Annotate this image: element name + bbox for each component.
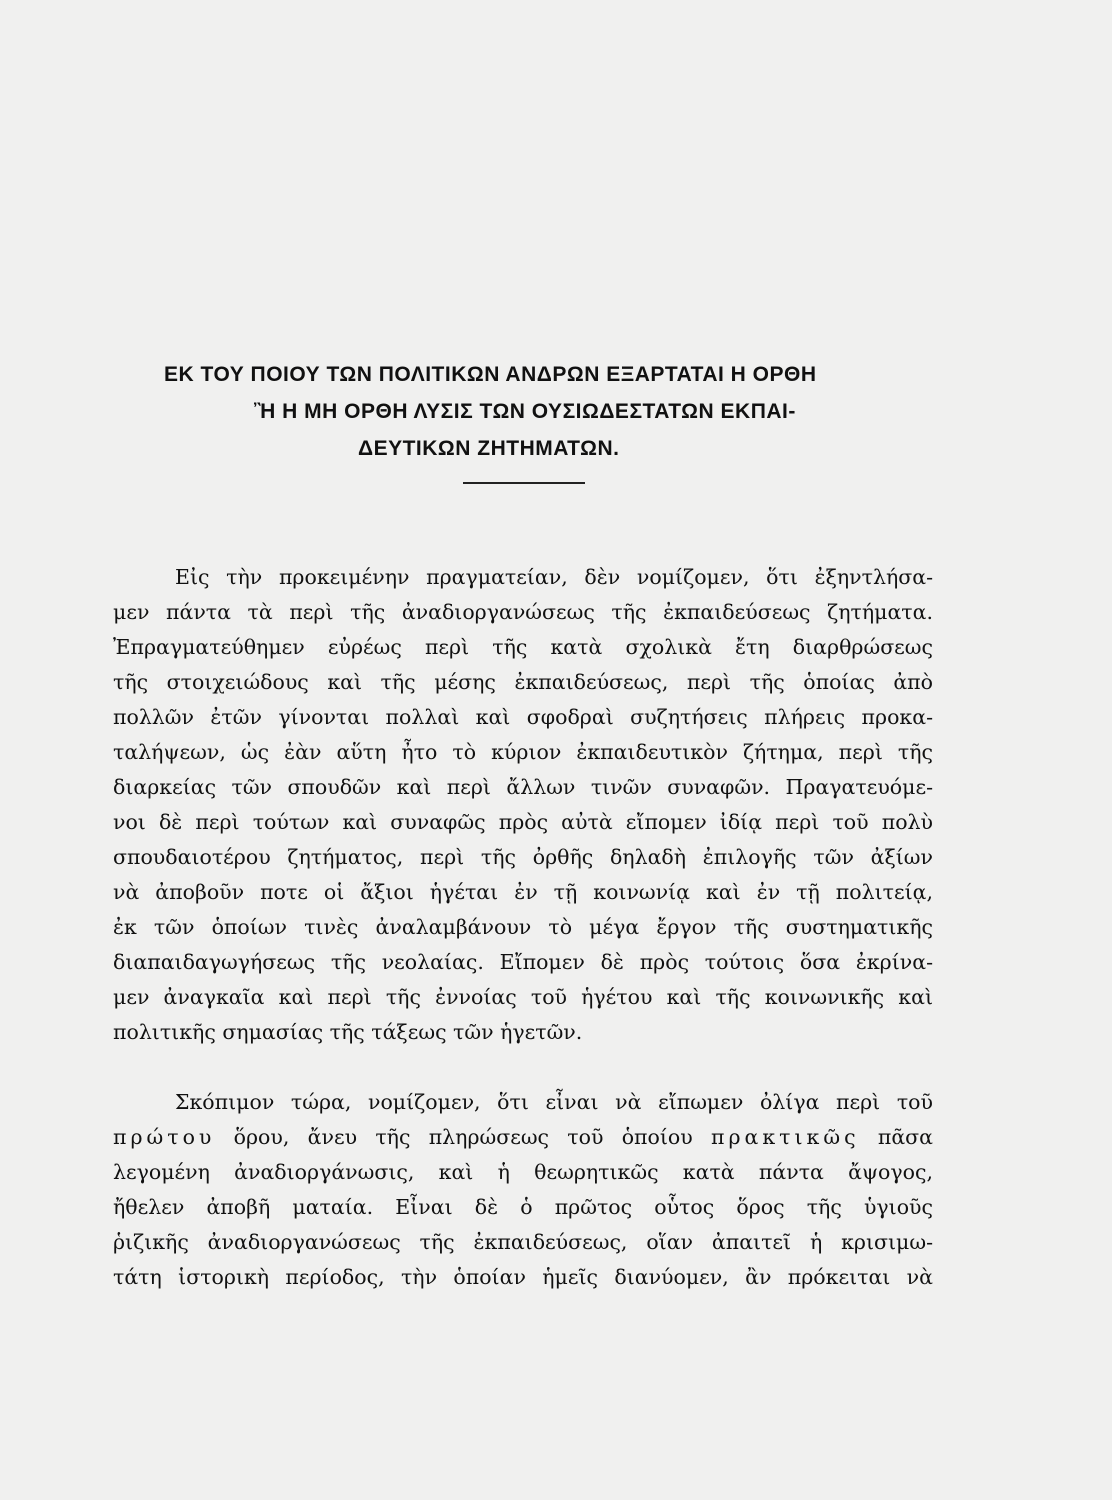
text-line: σπουδαιοτέρου ζητήματος, περὶ τῆς ὀρθῆς δηλαδὴ ἐπιλογῆς τῶν ἀξίων xyxy=(113,845,933,869)
text-line: ῥιζικῆς ἀναδιοργανώσεως τῆς ἐκπαιδεύσεως, οἵαν ἀπαιτεῖ ἡ κρισιμω- xyxy=(113,1230,933,1254)
text-line: νὰ ἀποβοῦν ποτε οἱ ἄξιοι ἡγέται ἐν τῇ κοινωνίᾳ καὶ ἐν τῇ πολιτείᾳ, xyxy=(113,880,933,904)
text-line xyxy=(113,1120,933,1155)
paragraph-1 xyxy=(113,560,933,1050)
body-text xyxy=(113,560,933,1295)
heading-line-1: ΕΚ ΤΟΥ ΠΟΙΟΥ ΤΩΝ ΠΟΛΙΤΙΚΩΝ ΑΝΔΡΩΝ ΕΞΑΡΤΑΤΑΙ Η ΟΡΘΗ xyxy=(164,363,817,386)
text-line: διαπαιδαγωγήσεως τῆς νεολαίας. Εἴπομεν δὲ πρὸς τούτοις ὅσα ἐκρίνα- xyxy=(113,950,933,974)
text-line: Εἰς τὴν προκειμένην πραγματείαν, δὲν νομίζομεν, ὅτι ἐξηντλήσα- xyxy=(175,565,933,589)
text-line: νοι δὲ περὶ τούτων καὶ συναφῶς πρὸς αὐτὰ εἴπομεν ἰδίᾳ περὶ τοῦ πολὺ xyxy=(113,810,933,834)
text-segment: ὅρου, ἄνευ τῆς πληρώσεως τοῦ ὁποίου xyxy=(215,1125,711,1149)
text-line: ἐκ τῶν ὁποίων τινὲς ἀναλαμβάνουν τὸ μέγα ἔργον τῆς συστηματικῆς xyxy=(113,915,933,939)
text-line: τάτη ἱστορικὴ περίοδος, τὴν ὁποίαν ἡμεῖς διανύομεν, ἂν πρόκειται νὰ xyxy=(113,1265,933,1289)
spaced-word: πρώτου xyxy=(113,1125,216,1149)
text-line: ἤθελεν ἀποβῆ ματαία. Εἶναι δὲ ὁ πρῶτος οὗτος ὅρος τῆς ὑγιοῦς xyxy=(113,1195,933,1219)
heading-divider xyxy=(463,482,585,484)
text-line: τῆς στοιχειώδους καὶ τῆς μέσης ἐκπαιδεύσεως, περὶ τῆς ὁποίας ἀπὸ xyxy=(113,670,933,694)
paragraph-2 xyxy=(113,1085,933,1295)
text-line: Σκόπιμον τώρα, νομίζομεν, ὅτι εἶναι νὰ εἴπωμεν ὀλίγα περὶ τοῦ xyxy=(175,1090,933,1114)
text-line: μεν πάντα τὰ περὶ τῆς ἀναδιοργανώσεως τῆς ἐκπαιδεύσεως ζητήματα. xyxy=(113,600,933,624)
text-line: πολλῶν ἐτῶν γίνονται πολλαὶ καὶ σφοδραὶ συζητήσεις πλήρεις προκα- xyxy=(113,705,933,729)
text-line: ταλήψεων, ὡς ἐὰν αὕτη ἦτο τὸ κύριον ἐκπαιδευτικὸν ζήτημα, περὶ τῆς xyxy=(113,740,933,764)
text-line: πολιτικῆς σημασίας τῆς τάξεως τῶν ἡγετῶν. xyxy=(113,1020,583,1044)
heading-line-3: ΔΕΥΤΙΚΩΝ ΖΗΤΗΜΑΤΩΝ. xyxy=(358,437,620,460)
chapter-heading xyxy=(150,356,900,467)
heading-line-2: Ἢ Η ΜΗ ΟΡΘΗ ΛΥΣΙΣ ΤΩΝ ΟΥΣΙΩΔΕΣΤΑΤΩΝ ΕΚΠΑΙ- xyxy=(254,400,796,423)
spaced-word: πρακτικῶς xyxy=(711,1125,860,1149)
text-line: Ἐπραγματεύθημεν εὐρέως περὶ τῆς κατὰ σχολικὰ ἔτη διαρθρώσεως xyxy=(113,635,933,659)
paragraph-gap xyxy=(113,1050,933,1085)
text-segment: πᾶσα xyxy=(859,1125,933,1149)
text-line: διαρκείας τῶν σπουδῶν καὶ περὶ ἄλλων τινῶν συναφῶν. Πραγατευόμε- xyxy=(113,775,933,799)
text-line: μεν ἀναγκαῖα καὶ περὶ τῆς ἐννοίας τοῦ ἡγέτου καὶ τῆς κοινωνικῆς καὶ xyxy=(113,985,933,1009)
text-line: λεγομένη ἀναδιοργάνωσις, καὶ ἡ θεωρητικῶς κατὰ πάντα ἄψογος, xyxy=(113,1160,933,1184)
